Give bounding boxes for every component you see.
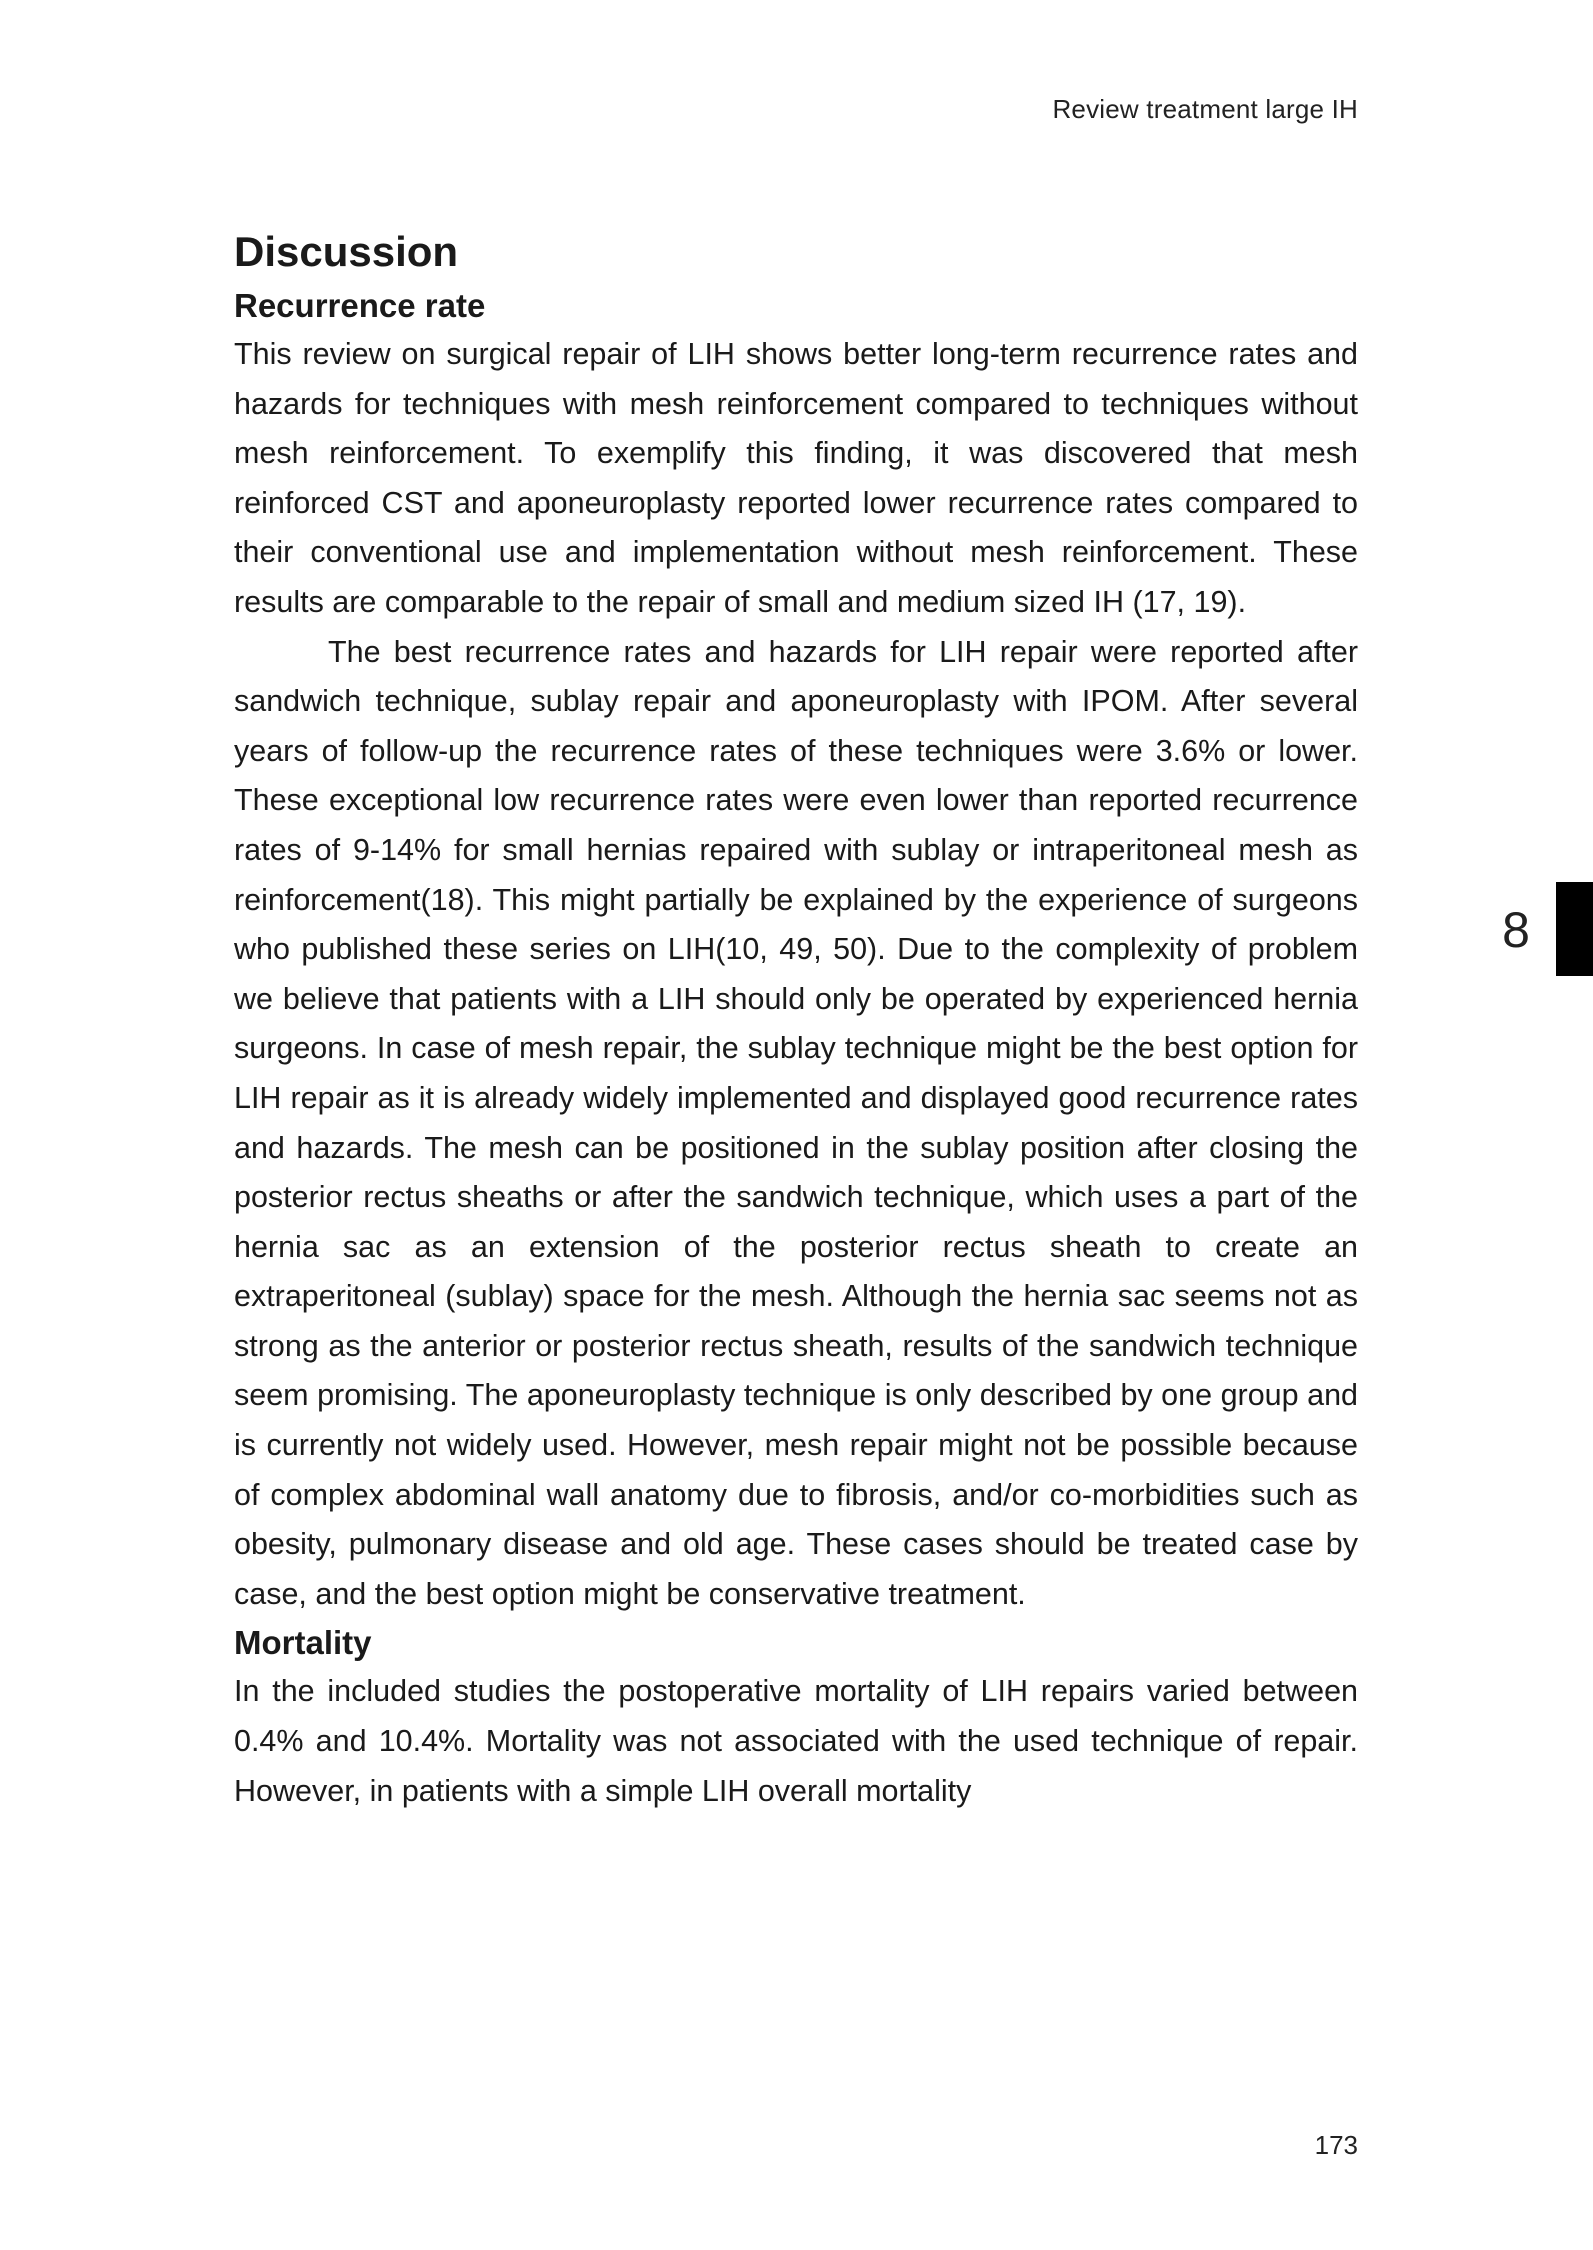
- running-header: Review treatment large IH: [1052, 94, 1358, 124]
- paragraph: In the included studies the postoperative mortality of LIH repairs varied between 0.4% and 10.4%. Mortality was not associated with the used technique of repair. However, in patients with a simple LIH overall mortality: [234, 1674, 1358, 1808]
- paragraph: The best recurrence rates and hazards for LIH repair were reported after sandwich technique, sublay repair and aponeuroplasty with IPOM. After several years of follow-up the recurrence rates of these techniques were 3.6% or lower. These exceptional low recurrence rates were even lower than reported recurrence rates of 9-14% for small hernias repaired with sublay or intraperitoneal mesh as reinforcement(18). This might partially be explained by the experience of surgeons who published these series on LIH(10, 49, 50). Due to the complexity of problem we believe that patients with a LIH should only be operated by experienced hernia surgeons. In case of mesh repair, the sublay technique might be the best option for LIH repair as it is already widely implemented and displayed good recurrence rates and hazards. The mesh can be positioned in the sublay position after closing the posterior rectus sheaths or after the sandwich technique, which uses a part of the hernia sac as an extension of the posterior rectus sheath to create an extraperitoneal (sublay) space for the mesh. Although the hernia sac seems not as strong as the anterior or posterior rectus sheath, results of the sandwich technique seem promising. The aponeuroplasty technique is only described by one group and is currently not widely used. However, mesh repair might not be possible because of complex abdominal wall anatomy due to fibrosis, and/or co-morbidities such as obesity, pulmonary disease and old age. These cases should be treated case by case, and the best option might be conservative treatment.: [234, 634, 1358, 1611]
- paragraph: This review on surgical repair of LIH shows better long-term recurrence rates and hazards for techniques with mesh reinforcement compared to techniques without mesh reinforcement. To exemplify this finding, it was discovered that mesh reinforced CST and aponeuroplasty reported lower recurrence rates compared to their conventional use and implementation without mesh reinforcement. These results are comparable to the repair of small and medium sized IH (17, 19).: [234, 337, 1358, 619]
- subsection-title-mortality: Mortality: [234, 1624, 372, 1662]
- chapter-tab-marker: [1556, 882, 1593, 976]
- subsection-title-recurrence: Recurrence rate: [234, 287, 486, 324]
- section-title: Discussion: [234, 228, 459, 275]
- chapter-number: 8: [1502, 902, 1530, 958]
- page-number: 173: [1314, 2130, 1358, 2160]
- main-content: [234, 222, 1358, 1816]
